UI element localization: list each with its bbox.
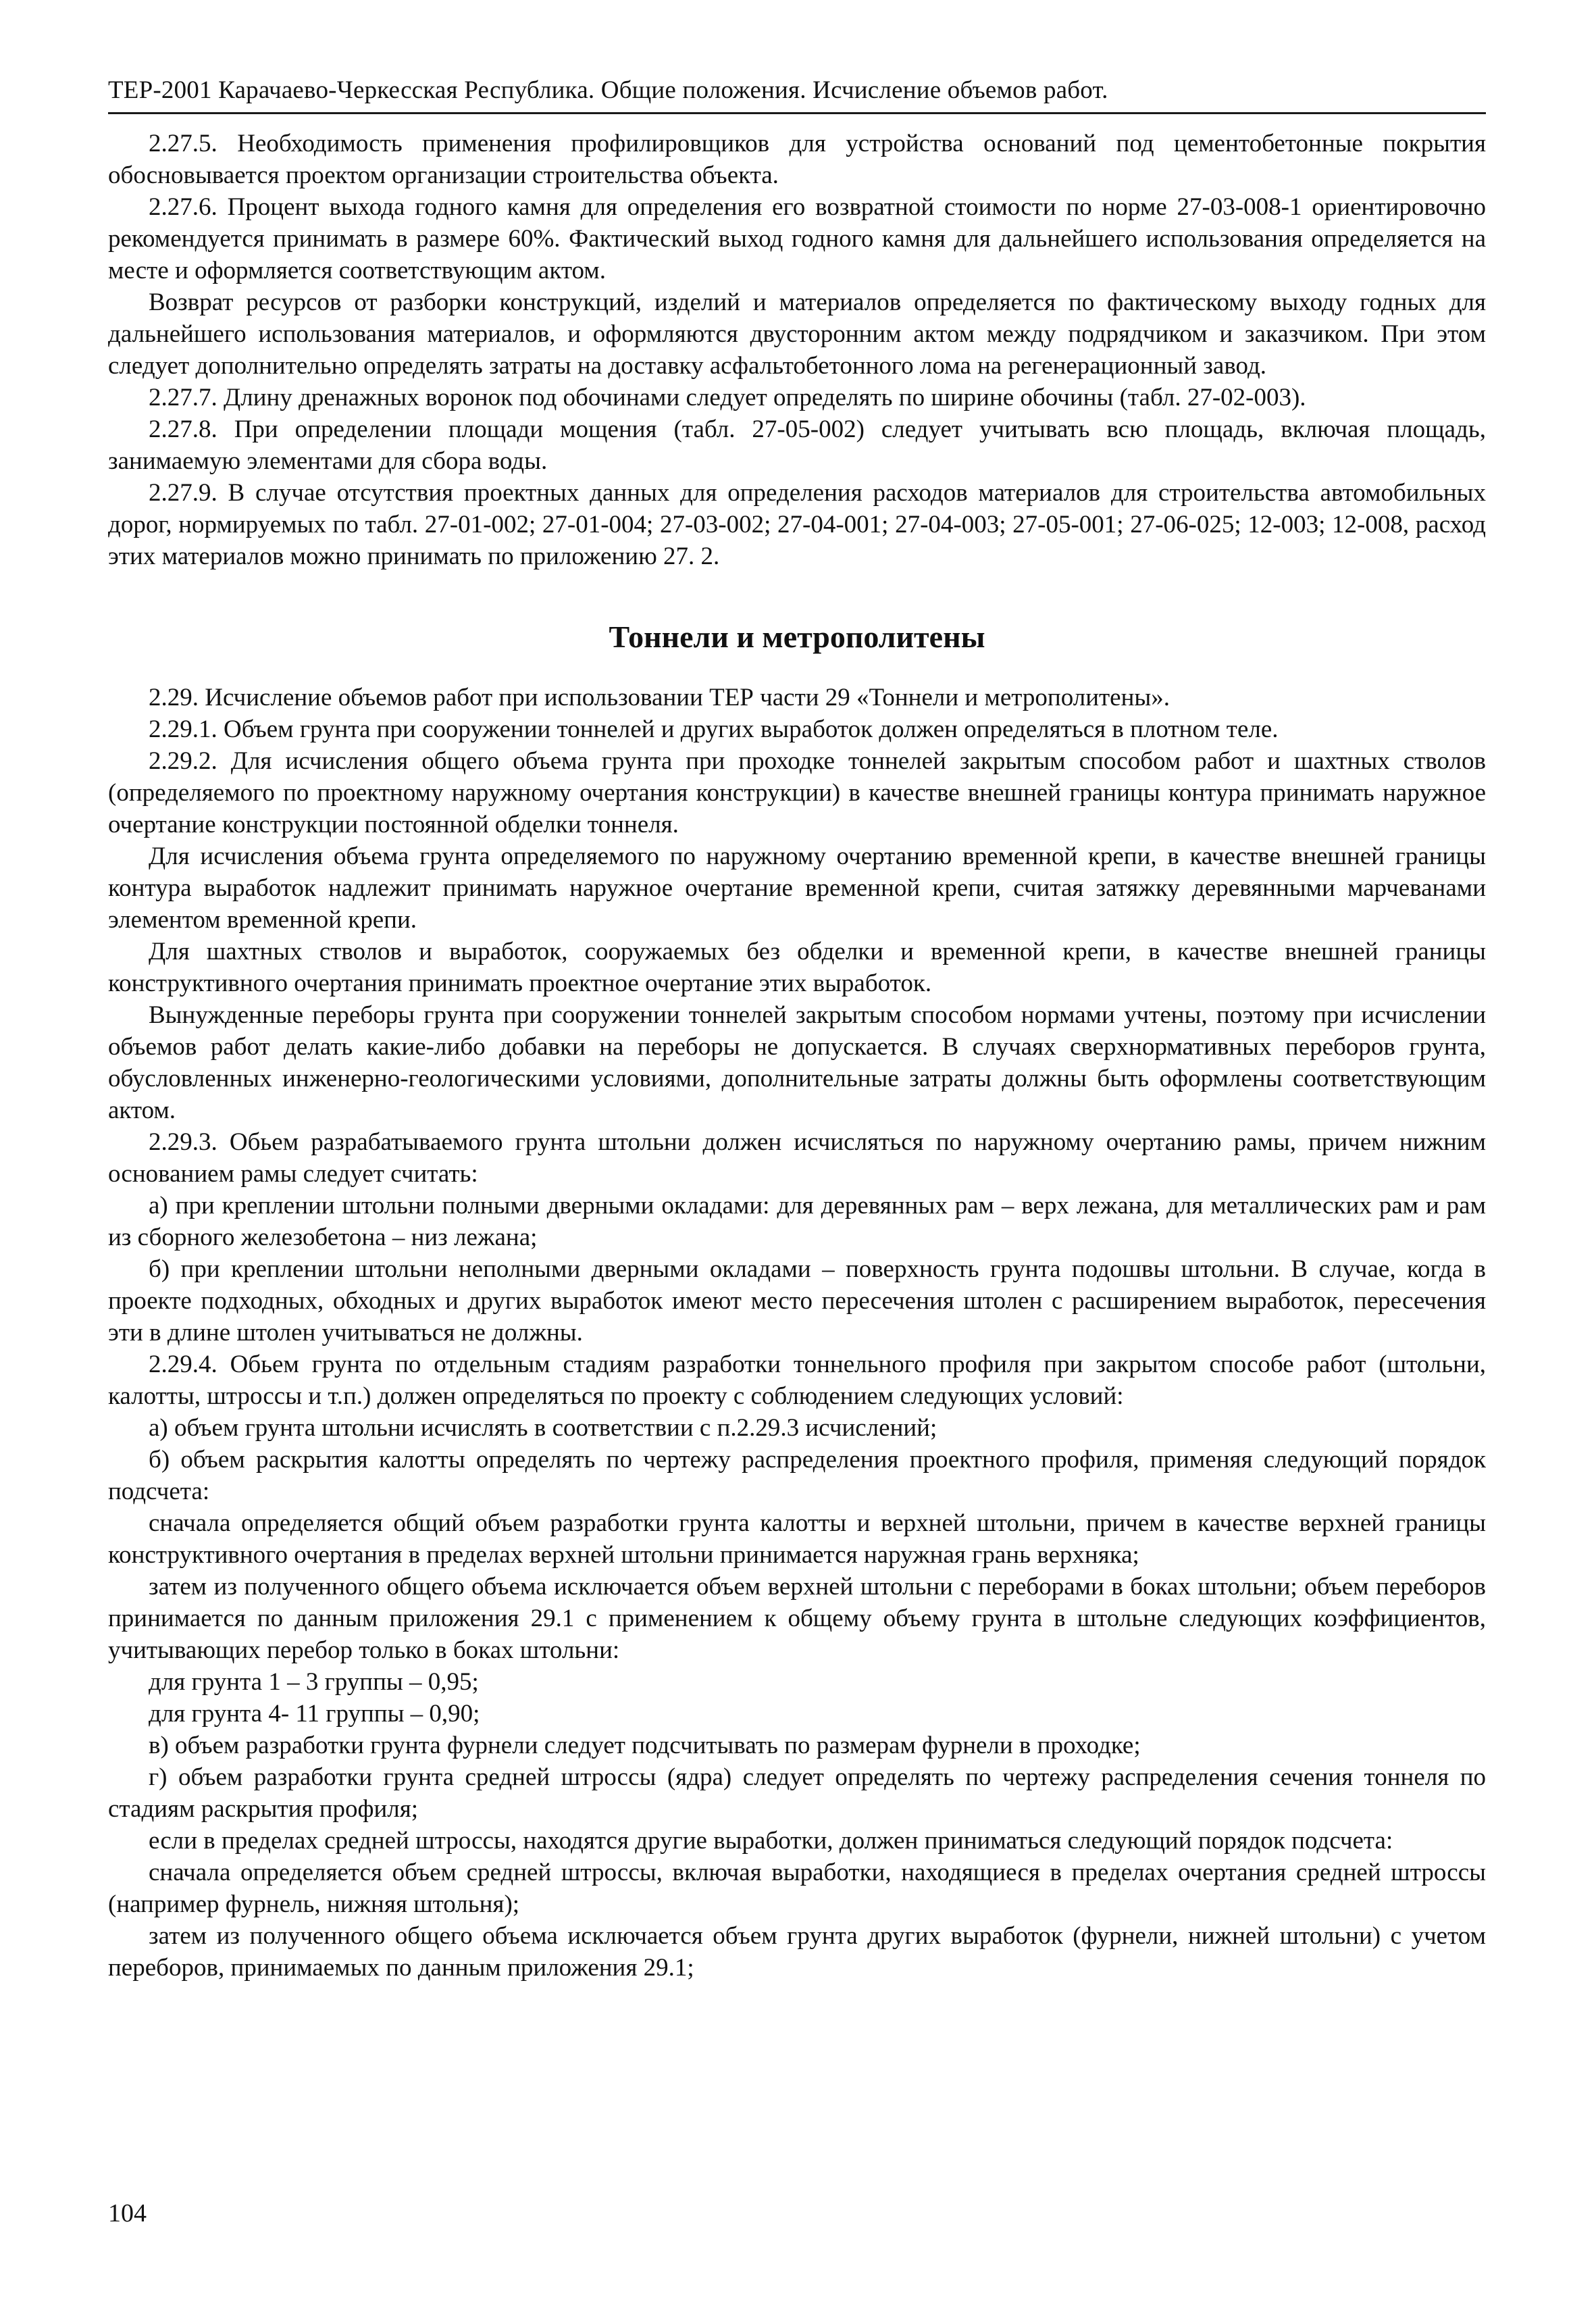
paragraph: если в пределах средней штроссы, находятся другие выработки, должен приниматься следующий порядок подсчета: [149,1827,1393,1855]
paragraph: 2.27.6. Процент выхода годного камня для определения его возвратной стоимости по норме 27-03-008-1 ориентировочно рекомендуется принимать в размере 60%. Фактический выход годного камня для дальнейшего использования определяется на месте и оформляется соответствующим актом. [108,193,1486,284]
paragraph: Возврат ресурсов от разборки конструкций, изделий и материалов определяется по фактическому выходу годных для дальнейшего использования материалов, и оформляются двусторонним актом между подрядчиком и заказчиком. При этом следует дополнительно определять затраты на доставку асфальтобетонного лома на регенерационный завод. [108,288,1486,380]
paragraph: Для шахтных стволов и выработок, сооружаемых без обделки и временной крепи, в качестве внешней границы конструктивного очертания принимать проектное очертание этих выработок. [108,938,1486,997]
paragraph: 2.27.7. Длину дренажных воронок под обочинами следует определять по ширине обочины (табл. 27-02-003). [149,384,1306,411]
document-body [108,128,1486,1984]
paragraph: 2.27.5. Необходимость применения профилировщиков для устройства оснований под цементобетонные покрытия обосновывается проектом организации строительства объекта. [108,130,1486,189]
paragraphs-top [108,128,1486,572]
paragraph: б) объем раскрытия калотты определять по чертежу распределения проектного профиля, применяя следующий порядок подсчета: [108,1446,1486,1505]
paragraph: затем из полученного общего объема исключается объем грунта других выработок (фурнели, нижней штольни) с учетом переборов, принимаемых по данным приложения 29.1; [108,1922,1486,1982]
paragraph: затем из полученного общего объема исключается объем верхней штольни с переборами в боках штольни; объем переборов принимается по данным приложения 29.1 с применением к общему объему грунта в штольне следующих коэффициентов, учитывающих перебор только в боках штольни: [108,1573,1486,1664]
paragraph: б) при креплении штольни неполными дверными окладами – поверхность грунта подошвы штольни. В случае, когда в проекте подходных, обходных и других выработок имеют место пересечения штолен с расширением выработок, пересечения эти в длине штолен учитываться не должны. [108,1255,1486,1347]
paragraph: а) объем грунта штольни исчислять в соответствии с п.2.29.3 исчислений; [149,1414,937,1442]
paragraph: сначала определяется общий объем разработки грунта калотты и верхней штольни, причем в качестве верхней границы конструктивного очертания в пределах верхней штольни принимается наружная грань верхняка; [108,1509,1486,1569]
paragraph: 2.29.4. Обьем грунта по отдельным стадиям разработки тоннельного профиля при закрытом способе работ (штольни, калотты, штроссы и т.п.) должен определяться по проекту с соблюдением следующих условий: [108,1351,1486,1410]
paragraph: 2.27.9. В случае отсутствия проектных данных для определения расходов материалов для строительства автомобильных дорог, нормируемых по табл. 27-01-002; 27-01-004; 27-03-002; 27-04-001; 27-04-003; 27-05-001; 27-06-025; 12-003; 12-008, расход этих материалов можно принимать по приложению 27. 2. [108,479,1486,570]
paragraph: 2.29. Исчисление объемов работ при использовании ТЕР части 29 «Тоннели и метрополитены». [149,684,1170,711]
paragraph: Для исчисления объема грунта определяемого по наружному очертанию временной крепи, в качестве внешней границы контура выработок надлежит принимать наружное очертание временной крепи, считая затяжку деревянными марчеванами элементом временной крепи. [108,842,1486,934]
paragraph: в) объем разработки грунта фурнели следует подсчитывать по размерам фурнели в проходке; [149,1732,1141,1759]
paragraph: сначала определяется объем средней штроссы, включая выработки, находящиеся в пределах очертания средней штроссы (например фурнель, нижняя штольня); [108,1859,1486,1918]
paragraph: а) при креплении штольни полными дверными окладами: для деревянных рам – верх лежана, для металлических рам и рам из сборного железобетона – низ лежана; [108,1192,1486,1251]
paragraph: Вынужденные переборы грунта при сооружении тоннелей закрытым способом нормами учтены, поэтому при исчислении объемов работ делать какие-либо добавки на переборы не допускается. В случаях сверхнормативных переборов грунта, обусловленных инженерно-геологическими условиями, дополнительные затраты должны быть оформлены соответствующим актом. [108,1001,1486,1124]
paragraphs-bottom [108,682,1486,1984]
section-title: Тоннели и метрополитены [609,620,985,654]
paragraph: для грунта 4- 11 группы – 0,90; [149,1700,480,1728]
paragraph: для грунта 1 – 3 группы – 0,95; [149,1668,479,1696]
paragraph: 2.29.3. Обьем разрабатываемого грунта штольни должен исчисляться по наружному очертанию рамы, причем нижним основанием рамы следует считать: [108,1128,1486,1188]
paragraph: 2.29.1. Объем грунта при сооружении тоннелей и других выработок должен определяться в плотном теле. [149,715,1279,743]
page-number: 104 [108,2199,147,2228]
running-header: ТЕР-2001 Карачаево-Черкесская Республика. Общие положения. Исчисление объемов работ. [108,74,1486,114]
document-page [108,74,1486,1984]
paragraph: 2.27.8. При определении площади мощения (табл. 27-05-002) следует учитывать всю площадь, включая площадь, занимаемую элементами для сбора воды. [108,416,1486,475]
paragraph: г) объем разработки грунта средней штроссы (ядра) следует определять по чертежу распределения сечения тоннеля по стадиям раскрытия профиля; [108,1763,1486,1823]
paragraph: 2.29.2. Для исчисления общего объема грунта при проходке тоннелей закрытым способом работ и шахтных стволов (определяемого по проектному наружному очертания конструкции) в качестве внешней границы контура принимать наружное очертание конструкции постоянной обделки тоннеля. [108,747,1486,838]
